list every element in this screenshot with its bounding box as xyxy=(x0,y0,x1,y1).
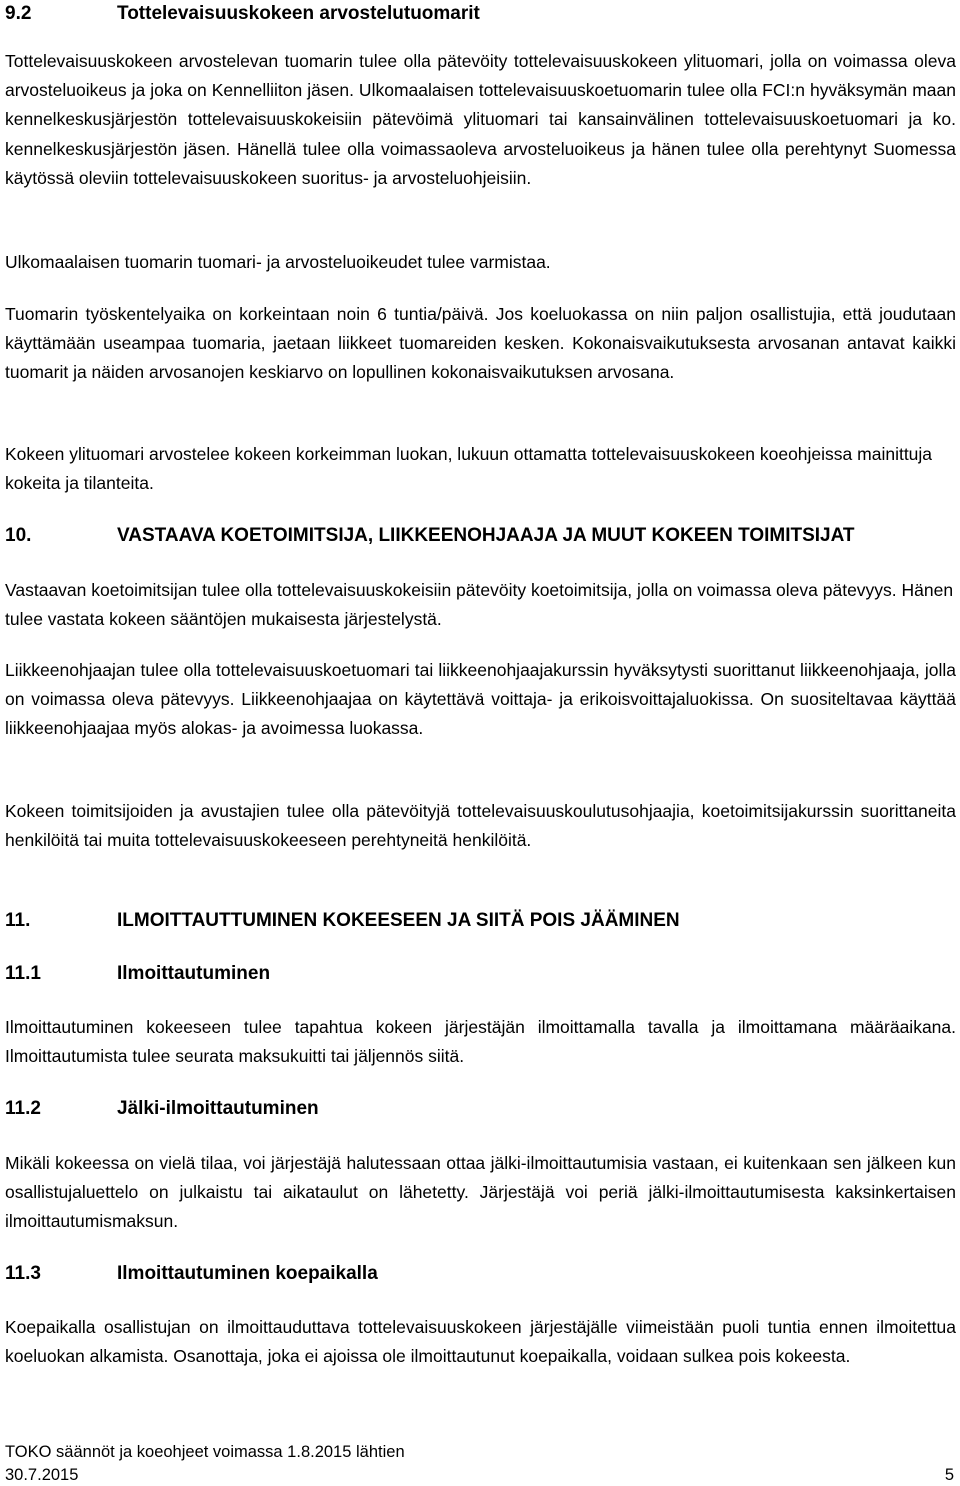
section-heading-11-2 xyxy=(5,1095,319,1123)
paragraph-registration: Ilmoittautuminen kokeeseen tulee tapahtua kokeen järjestäjän ilmoittamalla tavalla ja ilmoittamana määräaikana. Ilmoittautumista tulee seurata maksukuitti tai jäljennös siitä. xyxy=(5,1017,956,1067)
section-number: 11. xyxy=(5,910,31,931)
section-number: 11.3 xyxy=(5,1263,41,1284)
paragraph-judges: Tottelevaisuuskokeen arvostelevan tuomarin tulee olla pätevöity tottelevaisuuskokeen ylituomari, jolla on voimassa oleva arvosteluoikeus ja joka on Kennelliiton jäsen. Ulkomaalaisen tottelevaisuuskoetuomarin tulee olla FCI:n hyväksymän maan kennelkeskusjärjestön tottelevaisuuskokeisiin pätevöimä ylituomari tai kansainvälinen tottelevaisuuskoetuomari ja ko. kennelkeskusjärjestön jäsen. Hänellä tulee olla voimassaoleva arvosteluoikeus ja hänen tulee olla perehtynyt Suomessa käytössä oleviin tottelevaisuuskokeen suoritus- ja arvosteluohjeisiin. xyxy=(5,51,956,188)
footer-date: 30.7.2015 xyxy=(5,1466,79,1484)
paragraph-steward: Liikkeenohjaajan tulee olla tottelevaisuuskoetuomari tai liikkeenohjaajakurssin hyväksytysti suorittanut liikkeenohjaaja, jolla on voimassa oleva pätevyys. Liikkeenohjaajaa on käytettävä voittaja- ja erikoisvoittajaluokissa. On suositeltavaa käyttää liikkeenohjaajaa myös alokas- ja avoimessa luokassa. xyxy=(5,660,956,739)
section-title: Jälki-ilmoittautuminen xyxy=(117,1098,319,1119)
section-heading-11-3 xyxy=(5,1260,378,1288)
section-title: ILMOITTAUTTUMINEN KOKEESEEN JA SIITÄ POIS JÄÄMINEN xyxy=(117,910,680,931)
paragraph-foreign-judge: Ulkomaalaisen tuomarin tuomari- ja arvosteluoikeudet tulee varmistaa. xyxy=(5,252,551,272)
paragraph-onsite-registration: Koepaikalla osallistujan on ilmoittauduttava tottelevaisuuskokeen järjestäjälle viimeistään puoli tuntia ennen ilmoitettua koeluokan alkamista. Osanottaja, joka ei ajoissa ole ilmoittautunut koepaikalla, voidaan sulkea pois kokeesta. xyxy=(5,1317,956,1367)
section-number: 9.2 xyxy=(5,3,32,24)
section-heading-11 xyxy=(5,907,680,935)
footer-title: TOKO säännöt ja koeohjeet voimassa 1.8.2015 lähtien xyxy=(5,1443,405,1461)
section-number: 11.2 xyxy=(5,1098,41,1119)
paragraph-officials: Kokeen toimitsijoiden ja avustajien tulee olla pätevöityjä tottelevaisuuskoulutusohjaajia, koetoimitsijakurssin suorittaneita henkilöitä tai muita tottelevaisuuskokeeseen perehtyneitä henkilöitä. xyxy=(5,801,956,851)
paragraph-working-time: Tuomarin työskentelyaika on korkeintaan noin 6 tuntia/päivä. Jos koeluokassa on niin paljon osallistujia, että joudutaan käyttämään useampaa tuomaria, jaetaan liikkeet tuomareiden kesken. Kokonaisvaikutuksesta arvosanan antavat kaikki tuomarit ja näiden arvosanojen keskiarvo on lopullinen kokonaisvaikutuksen arvosana. xyxy=(5,304,956,383)
section-title: Tottelevaisuuskokeen arvostelutuomarit xyxy=(117,3,480,24)
section-title: Ilmoittautuminen xyxy=(117,963,271,984)
section-title: Ilmoittautuminen koepaikalla xyxy=(117,1263,378,1284)
paragraph-late-registration: Mikäli kokeessa on vielä tilaa, voi järjestäjä halutessaan ottaa jälki-ilmoittautumisia vastaan, ei kuitenkaan sen jälkeen kun osallistujaluettelo on julkaistu tai aikataulut on lähetetty. Järjestäjä voi periä jälki-ilmoittautumisesta kaksinkertaisen ilmoittautumismaksun. xyxy=(5,1153,956,1232)
paragraph-chief-judge: Kokeen ylituomari arvostelee kokeen korkeimman luokan, lukuun ottamatta tottelevaisuuskokeen koeohjeissa mainittuja kokeita ja tilanteita. xyxy=(5,444,933,494)
section-number: 11.1 xyxy=(5,963,41,984)
footer-page-number: 5 xyxy=(944,1466,954,1484)
section-title: VASTAAVA KOETOIMITSIJA, LIIKKEENOHJAAJA JA MUUT KOKEEN TOIMITSIJAT xyxy=(117,525,855,546)
section-number: 10. xyxy=(5,525,32,546)
paragraph-responsible-official: Vastaavan koetoimitsijan tulee olla tottelevaisuuskokeisiin pätevöity koetoimitsija, jolla on voimassa oleva pätevyys. Hänen tulee vastata kokeen sääntöjen mukaisesta järjestelystä. xyxy=(5,580,954,630)
section-heading-10 xyxy=(5,522,855,550)
section-heading-11-1 xyxy=(5,960,270,988)
section-heading-9-2 xyxy=(5,0,480,28)
